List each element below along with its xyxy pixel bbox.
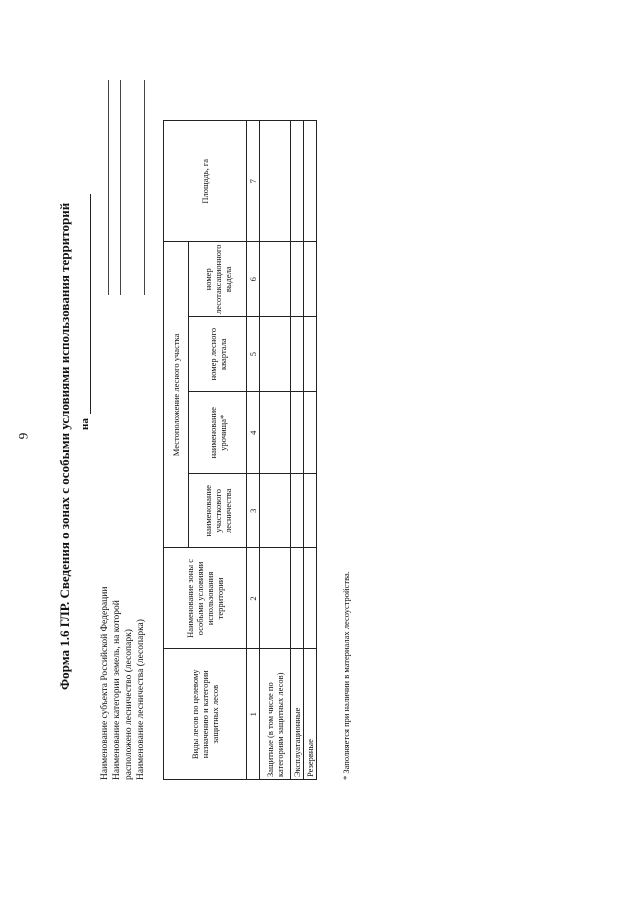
empty-cell[interactable] — [304, 548, 317, 649]
empty-cell[interactable] — [291, 317, 304, 392]
col1-header: Виды лесов по целевому назначению и категории защитных лесов — [164, 649, 247, 780]
rotated-form-sheet — [55, 80, 351, 780]
date-underline — [79, 194, 91, 414]
empty-cell[interactable] — [291, 548, 304, 649]
meta-label-subject: Наименование субъекта Российской Федерации — [100, 586, 110, 780]
meta-label-forestry: Наименование лесничества (лесопарка) — [136, 619, 146, 780]
table-row — [260, 121, 291, 780]
footnote: * Заполняется при наличии в материалах лесоустройства. — [341, 571, 351, 780]
empty-cell[interactable] — [304, 242, 317, 317]
col-number: 1 — [247, 649, 260, 780]
row-label-exploitation: Эксплуатационные — [291, 649, 304, 780]
table-row — [291, 121, 304, 780]
location-header: Местоположение лесного участка — [164, 242, 189, 548]
col-number: 4 — [247, 392, 260, 474]
empty-cell[interactable] — [291, 121, 304, 242]
col7-header: Площадь, га — [164, 121, 247, 242]
meta-row-forestry — [135, 80, 147, 780]
meta-fill-line — [144, 80, 145, 295]
page-number: 9 — [15, 432, 31, 440]
number-row — [247, 121, 260, 780]
date-line — [79, 194, 91, 430]
empty-cell[interactable] — [260, 392, 291, 474]
empty-cell[interactable] — [260, 121, 291, 242]
empty-cell[interactable] — [260, 474, 291, 548]
meta-row-location — [123, 80, 135, 780]
empty-cell[interactable] — [260, 242, 291, 317]
col-number: 5 — [247, 317, 260, 392]
meta-fill-line — [120, 80, 121, 295]
zones-table — [163, 120, 317, 780]
meta-fill-line — [108, 80, 109, 295]
col3-header: наименование участкового лесничества — [189, 474, 247, 548]
meta-row-land-category — [111, 80, 123, 780]
meta-block — [99, 80, 147, 780]
empty-cell[interactable] — [291, 242, 304, 317]
empty-cell[interactable] — [260, 317, 291, 392]
na-label: на — [79, 418, 91, 430]
col2-header: Наименование зоны с особыми условиями использования территории — [164, 548, 247, 649]
empty-cell[interactable] — [291, 474, 304, 548]
empty-cell[interactable] — [291, 392, 304, 474]
col5-header: номер лесного квартала — [189, 317, 247, 392]
col6-header: номер лесотаксационного выдела — [189, 242, 247, 317]
col-number: 3 — [247, 474, 260, 548]
meta-row-subject — [99, 80, 111, 780]
row-label-protective: Защитные (в том числе по категориям защитных лесов) — [260, 649, 291, 780]
col-number: 7 — [247, 121, 260, 242]
header-row-1 — [164, 121, 189, 780]
empty-cell[interactable] — [304, 474, 317, 548]
col4-header: наименование урочища* — [189, 392, 247, 474]
empty-cell[interactable] — [304, 121, 317, 242]
empty-cell[interactable] — [304, 317, 317, 392]
row-label-reserve: Резервные — [304, 649, 317, 780]
form-title: Форма 1.6 ГЛР. Сведения о зонах с особыми условиями использования территорий — [57, 202, 72, 690]
col-number: 2 — [247, 548, 260, 649]
table-row — [304, 121, 317, 780]
empty-cell[interactable] — [260, 548, 291, 649]
meta-label-location: расположено лесничество (лесопарк) — [124, 629, 134, 780]
empty-cell[interactable] — [304, 392, 317, 474]
meta-label-land-category: Наименование категории земель, на которой — [112, 600, 122, 780]
col-number: 6 — [247, 242, 260, 317]
